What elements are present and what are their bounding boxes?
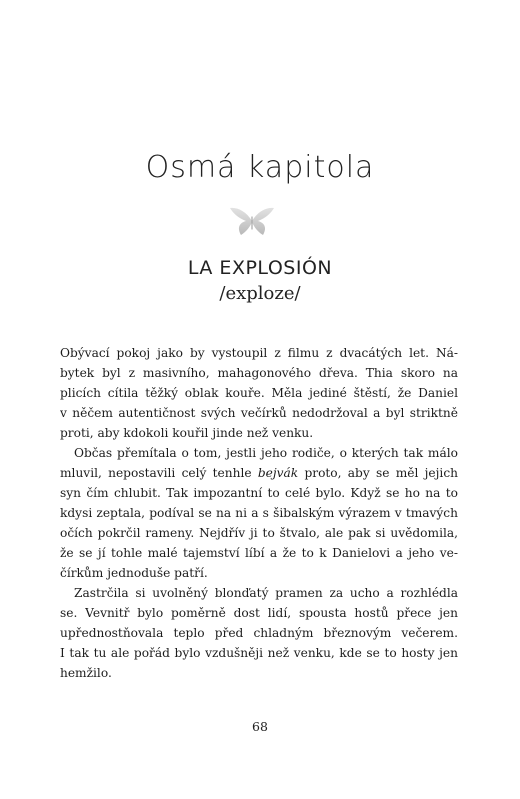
text-line: Obývací pokoj jako by vystoupil z filmu z dvacátých let. Ná- bbox=[60, 346, 458, 360]
page-number: 68 bbox=[252, 719, 268, 734]
section-title: LA EXPLOSIÓN bbox=[187, 257, 333, 279]
chapter-title: Osmá kapitola bbox=[145, 150, 375, 185]
text-line: že se jí tohle malé tajemství líbí a že to k Danielovi a jeho ve- bbox=[60, 546, 458, 560]
text-line: I tak tu ale pořád bylo vzdušněji než venku, kde se to hosty jen bbox=[60, 646, 458, 660]
text-line: Občas přemítala o tom, jestli jeho rodiče, o kterých tak málo bbox=[74, 446, 458, 460]
text-line: plicích cítila těžký oblak kouře. Měla jediné štěstí, že Daniel bbox=[60, 386, 458, 400]
text-line: očích pokrčil rameny. Nejdřív ji to štvalo, ale pak si uvědomila, bbox=[60, 526, 458, 540]
text-line: čírkům jednoduše patří. bbox=[60, 566, 208, 580]
text-line: proti, aby kdokoli kouřil jinde než venku. bbox=[60, 426, 314, 440]
text-line: upřednostňovala teplo před chladným březnovým večerem. bbox=[60, 626, 458, 640]
text-line: bytek byl z masivního, mahagonového dřeva. Thia skoro na bbox=[60, 366, 458, 380]
text-line: se. Vevnitř bylo poměrně dost lidí, spousta hostů přece jen bbox=[60, 606, 458, 620]
text-line: mluvil, nepostavili celý tenhle bejvák proto, aby se měl jejich bbox=[60, 466, 458, 480]
body-text bbox=[60, 343, 458, 683]
text-line: hemžilo. bbox=[60, 666, 112, 680]
butterfly-icon bbox=[229, 205, 275, 239]
section-subtitle: /exploze/ bbox=[219, 283, 301, 304]
text-line: Zastrčila si uvolněný blonďatý pramen za ucho a rozhlédla bbox=[74, 586, 458, 600]
text-line: syn čím chlubit. Tak impozantní to celé bylo. Když se ho na to bbox=[60, 486, 458, 500]
text-line: v něčem autentičnost svých večírků nedodržoval a byl striktně bbox=[60, 406, 458, 420]
text-line: kdysi zeptala, podíval se na ni a s šibalským výrazem v tmavých bbox=[60, 506, 458, 520]
